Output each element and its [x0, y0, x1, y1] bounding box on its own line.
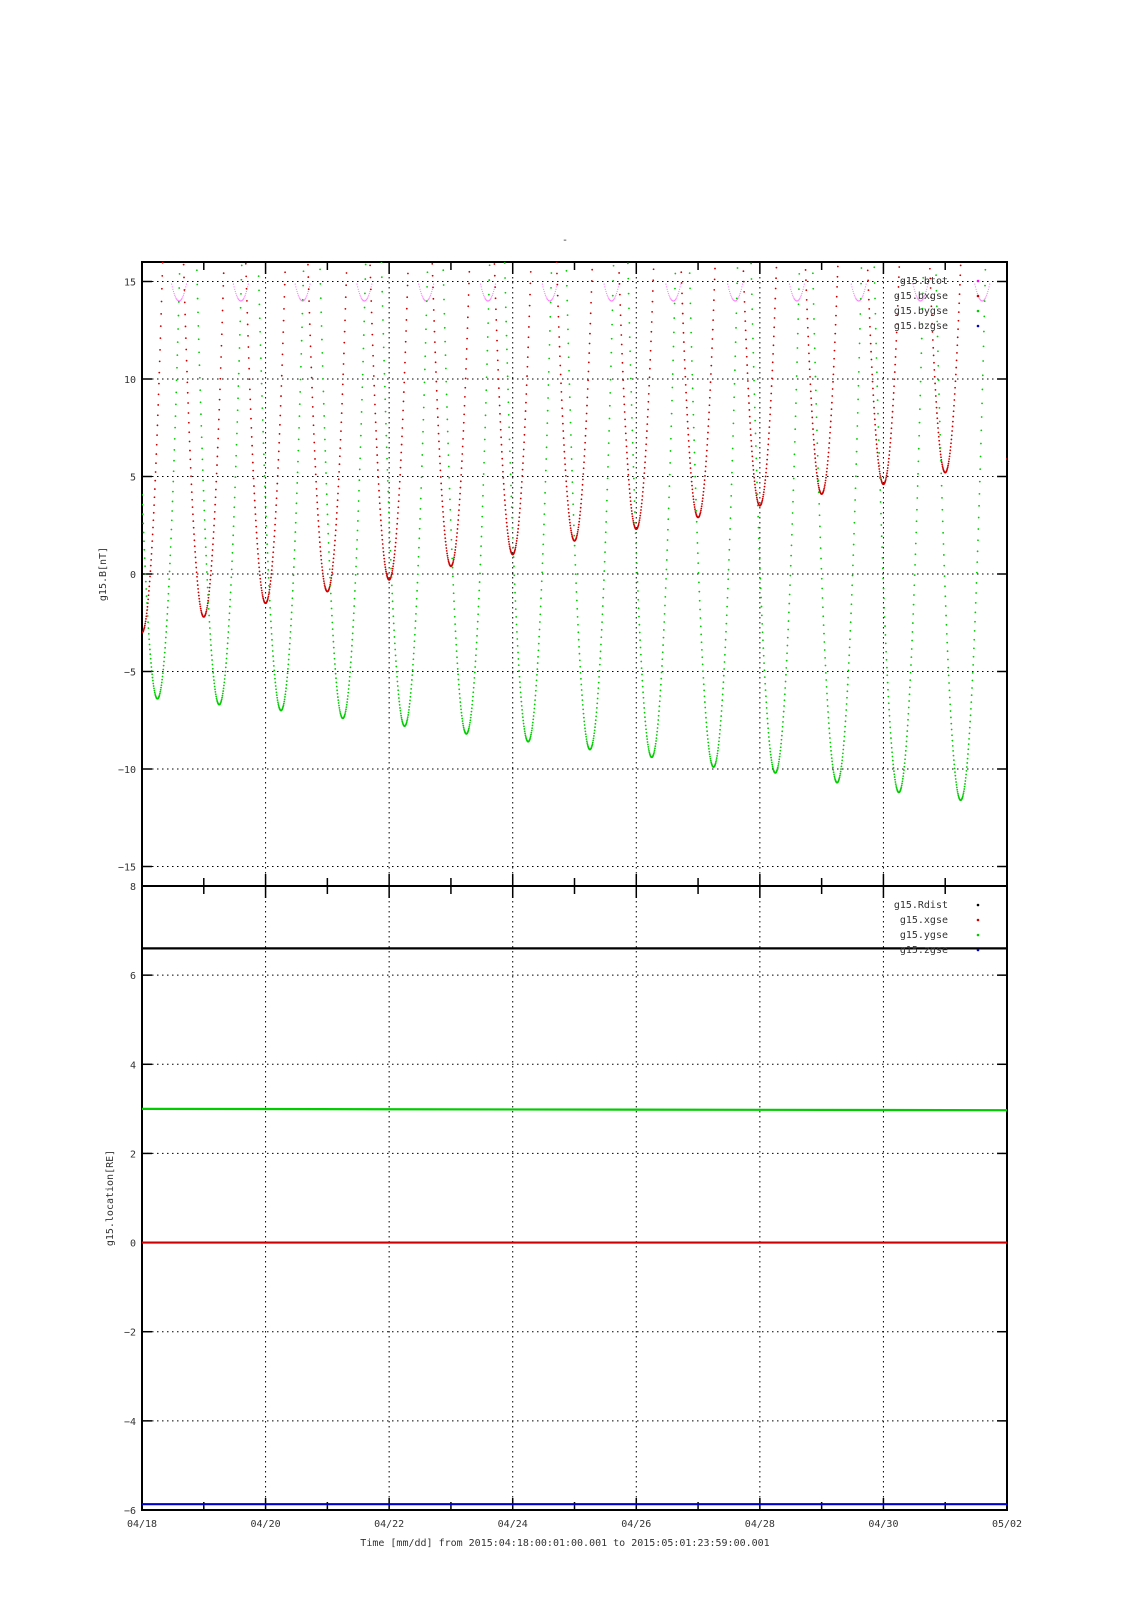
legend-label: g15.ygse: [899, 930, 948, 941]
x-tick-label: 04/24: [497, 1519, 528, 1530]
legend-label: g15.Rdist: [893, 900, 948, 911]
legend-marker: [977, 325, 980, 328]
series-line-g15-ygse: [142, 1109, 1007, 1110]
x-tick-label: 04/30: [868, 1519, 899, 1530]
x-tick-label: 04/18: [126, 1519, 158, 1530]
y-tick-label: 8: [129, 882, 136, 893]
series-points-g15-btot: [171, 284, 990, 302]
y-tick-label: 6: [129, 971, 136, 983]
legend-label: g15.btot: [899, 276, 948, 287]
legend-marker: [977, 934, 980, 937]
series-points-g15-bxgse: [141, 261, 1008, 633]
plot-frame: [142, 886, 1007, 1510]
y-tick-label: 15: [123, 277, 136, 289]
y-tick-label: −4: [123, 1416, 136, 1428]
legend-marker: [977, 919, 980, 922]
y-tick-label: −2: [123, 1327, 136, 1339]
y-tick-label: 0: [129, 570, 136, 581]
legend-label: g15.xgse: [899, 915, 948, 926]
y-tick-label: −5: [123, 667, 136, 679]
legend-marker: [977, 904, 980, 907]
x-axis-title: Time [mm/dd] from 2015:04:18:00:01:00.001 to 2015:05:01:23:59:00.001: [360, 1538, 770, 1549]
legend-marker: [977, 949, 980, 952]
x-tick-label: 04/28: [744, 1519, 775, 1530]
legend: [894, 276, 979, 332]
time-axis: [127, 1519, 1022, 1530]
series-points-g15-bygse: [141, 262, 986, 802]
legend-label: g15.zgse: [899, 945, 948, 956]
location-panel: [105, 882, 1007, 1517]
y-tick-label: 5: [129, 472, 136, 484]
legend-label: g15.bygse: [893, 306, 948, 317]
legend-label: g15.bzgse: [893, 321, 948, 332]
y-tick-label: −10: [117, 765, 136, 776]
y-tick-label: −6: [123, 1506, 136, 1517]
legend-label: g15.bxgse: [893, 291, 948, 302]
legend-marker: [977, 295, 980, 298]
x-tick-label: 04/20: [250, 1519, 281, 1530]
x-tick-label: 04/22: [374, 1519, 405, 1530]
y-axis-title-field: g15.B[nT]: [98, 546, 109, 602]
y-tick-label: 0: [129, 1238, 136, 1250]
page-title: -: [561, 235, 569, 246]
y-axis-title-location: g15.location[RE]: [105, 1149, 116, 1247]
y-tick-label: 10: [123, 375, 136, 386]
legend-marker: [977, 280, 980, 283]
magnetic-field-panel: [98, 261, 1008, 886]
y-tick-label: −15: [117, 862, 136, 874]
y-tick-label: 4: [129, 1060, 136, 1072]
legend-marker: [977, 310, 980, 313]
y-tick-label: 2: [129, 1149, 136, 1161]
x-tick-label: 05/02: [991, 1519, 1023, 1530]
x-tick-label: 04/26: [621, 1519, 652, 1530]
